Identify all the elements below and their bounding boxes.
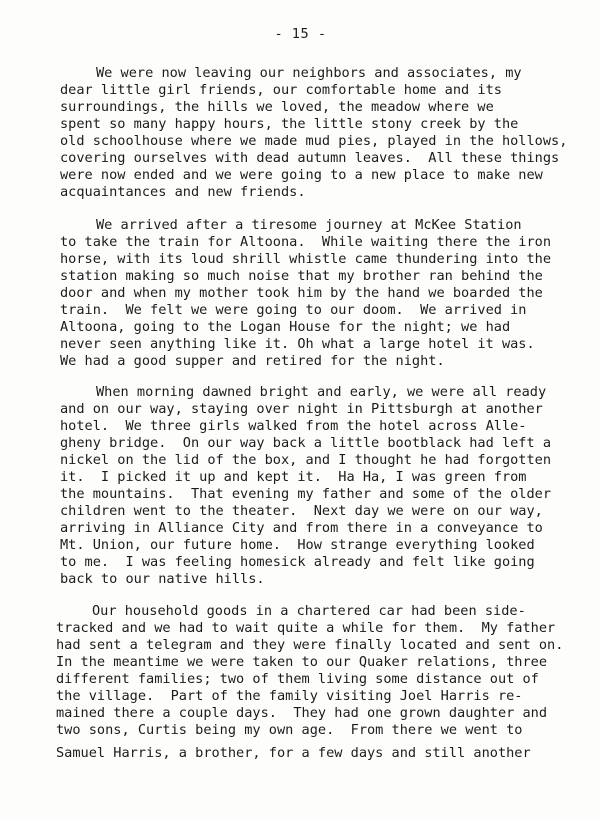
text-line: surroundings, the hills we loved, the meadow where we [60,99,494,115]
text-line: arriving in Alliance City and from there in a conveyance to [60,520,543,536]
text-line: station making so much noise that my brother ran behind the [60,268,543,284]
text-line: covering ourselves with dead autumn leaves. All these things [60,150,560,166]
text-line: acquaintances and new friends. [60,184,306,200]
text-line: and on our way, staying over night in Pittsburgh at another [60,401,543,417]
text-line: dear little girl friends, our comfortable home and its [60,82,502,98]
text-line: nickel on the lid of the box, and I thought he had forgotten [60,452,552,468]
text-line: the mountains. That evening my father and some of the older [60,486,552,502]
text-line: Mt. Union, our future home. How strange everything looked [60,537,535,553]
text-line: were now ended and we were going to a new place to make new [60,167,543,183]
text-line: Our household goods in a chartered car had been side- [92,603,526,619]
text-line: We were now leaving our neighbors and associates, my [96,65,522,81]
text-line: spent so many happy hours, the little stony creek by the [60,116,519,132]
text-line: We had a good supper and retired for the night. [60,353,445,369]
text-line: train. We felt we were going to our doom. We arrived in [60,302,527,318]
text-line: horse, with its loud shrill whistle came thundering into the [60,251,552,267]
text-line: gheny bridge. On our way back a little bootblack had left a [60,435,552,451]
text-line: the village. Part of the family visiting Joel Harris re- [56,688,523,704]
text-line: to take the train for Altoona. While waiting there the iron [60,234,552,250]
text-line: mained there a couple days. They had one grown daughter and [56,705,548,721]
text-line: to me. I was feeling homesick already and felt like going [60,554,535,570]
text-line: different families; two of them living some distance out of [56,671,539,687]
text-line: Altoona, going to the Logan House for the night; we had [60,319,511,335]
text-line: We arrived after a tiresome journey at McKee Station [96,217,522,233]
text-line: tracked and we had to wait quite a while for them. My father [56,620,556,636]
text-line: hotel. We three girls walked from the hotel across Alle- [60,418,527,434]
text-line: had sent a telegram and they were finally located and sent on. [56,637,564,653]
text-line: two sons, Curtis being my own age. From there we went to [56,722,523,738]
text-line: back to our native hills. [60,571,265,587]
text-line: door and when my mother took him by the hand we boarded the [60,285,543,301]
text-line: it. I picked it up and kept it. Ha Ha, I was green from [60,469,527,485]
text-line: In the meantime we were taken to our Quaker relations, three [56,654,548,670]
text-line: Samuel Harris, a brother, for a few days and still another [56,745,531,761]
text-line: When morning dawned bright and early, we were all ready [96,384,547,400]
text-line: never seen anything like it. Oh what a large hotel it was. [60,336,535,352]
page-number: - 15 - [274,26,327,42]
text-line: children went to the theater. Next day we were on our way, [60,503,543,519]
text-line: old schoolhouse where we made mud pies, played in the hollows, [60,133,568,149]
